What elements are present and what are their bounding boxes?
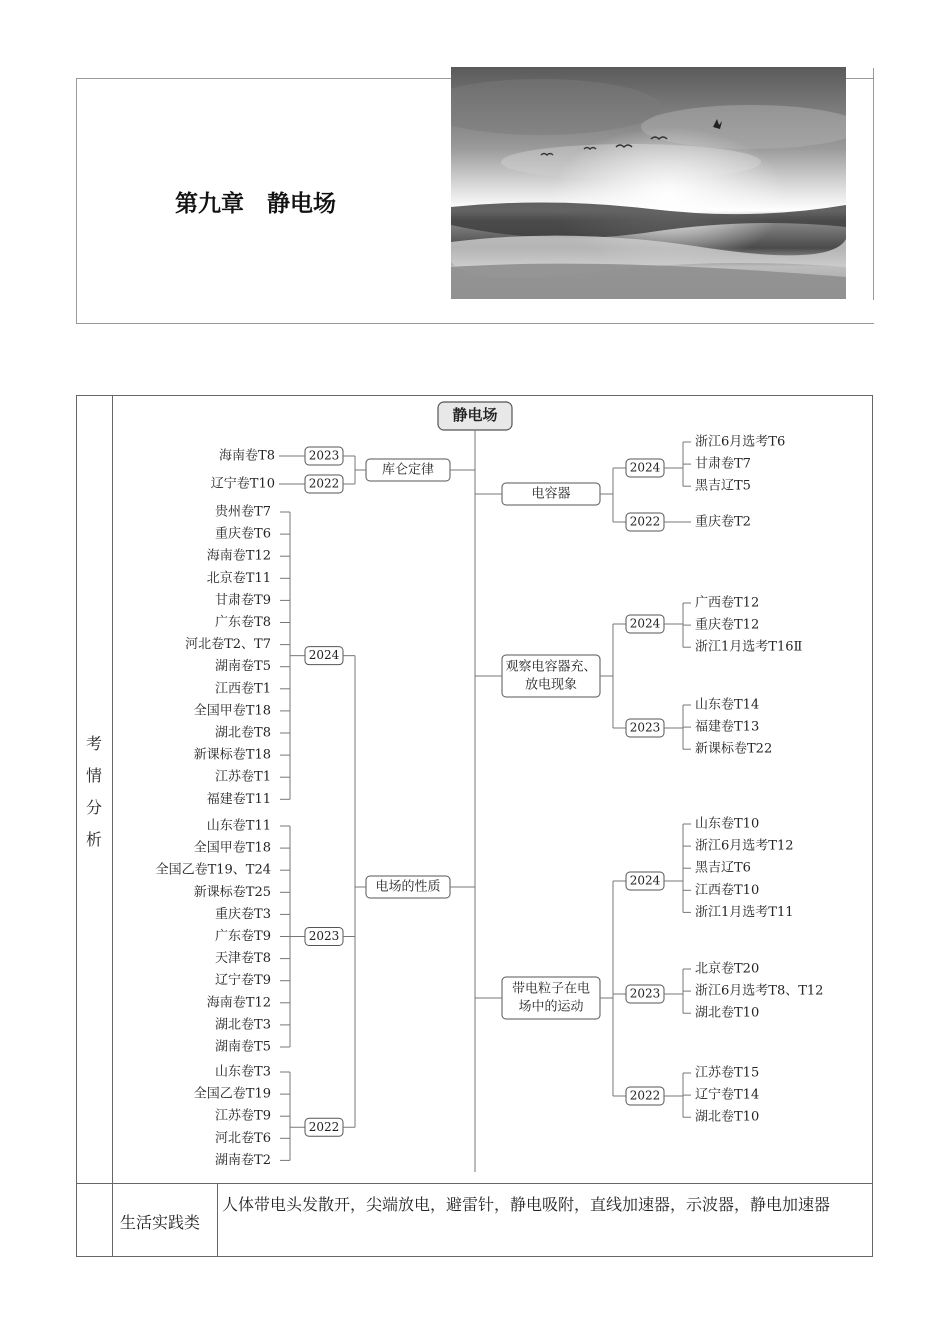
exam-item: 河北卷T2、T7 xyxy=(185,637,271,653)
exam-item: 重庆卷T12 xyxy=(695,617,760,633)
exam-item: 山东卷T14 xyxy=(695,697,760,713)
year-node-label: 2024 xyxy=(629,460,661,475)
exam-item: 湖北卷T10 xyxy=(695,1109,760,1125)
exam-item: 山东卷T3 xyxy=(215,1064,271,1080)
exam-item: 海南卷T12 xyxy=(206,995,271,1011)
exam-item: 海南卷T12 xyxy=(206,548,271,564)
exam-item: 浙江1月选考T16Ⅱ xyxy=(695,639,803,655)
exam-item: 山东卷T11 xyxy=(206,818,271,834)
exam-item: 福建卷T13 xyxy=(695,719,760,735)
year-node-label: 2023 xyxy=(308,448,340,463)
topic-field-properties-label: 电场的性质 xyxy=(375,879,441,895)
year-node-label: 2023 xyxy=(629,986,661,1001)
exam-item: 辽宁卷T14 xyxy=(695,1087,760,1103)
chapter-title: 第九章 静电场 xyxy=(175,191,336,217)
exam-item: 福建卷T11 xyxy=(206,791,271,807)
exam-item: 湖北卷T3 xyxy=(215,1017,271,1033)
topic-coulomb-law-label: 库仑定律 xyxy=(381,462,435,478)
exam-item: 甘肃卷T7 xyxy=(695,456,751,472)
exam-item: 江苏卷T15 xyxy=(695,1065,760,1081)
exam-item: 新课标卷T22 xyxy=(695,741,773,757)
exam-item: 全国乙卷T19 xyxy=(193,1086,271,1102)
exam-item: 江西卷T10 xyxy=(695,882,760,898)
year-node-label: 2022 xyxy=(308,1119,340,1134)
exam-item: 江苏卷T1 xyxy=(215,769,271,785)
year-node-label: 2024 xyxy=(308,648,340,663)
exam-item: 辽宁卷T9 xyxy=(215,973,271,989)
exam-item: 新课标卷T25 xyxy=(193,884,271,900)
exam-item: 甘肃卷T9 xyxy=(215,592,271,608)
exam-item: 辽宁卷T10 xyxy=(210,476,275,492)
year-node-label: 2022 xyxy=(629,1088,661,1103)
year-node-label: 2022 xyxy=(629,514,661,529)
exam-item: 浙江6月选考T6 xyxy=(695,434,786,450)
exam-item: 北京卷T20 xyxy=(695,961,760,977)
exam-item: 全国甲卷T18 xyxy=(193,840,271,856)
exam-item: 湖北卷T10 xyxy=(695,1005,760,1021)
exam-item: 全国乙卷T19、T24 xyxy=(155,862,271,878)
exam-item: 贵州卷T7 xyxy=(215,504,271,520)
exam-item: 广东卷T8 xyxy=(215,615,271,630)
exam-item: 海南卷T8 xyxy=(219,448,275,464)
exam-item: 广西卷T12 xyxy=(695,595,760,611)
exam-item: 黑吉辽T5 xyxy=(695,478,751,494)
exam-item: 新课标卷T18 xyxy=(193,747,271,763)
exam-item: 重庆卷T3 xyxy=(215,906,271,922)
exam-item: 河北卷T6 xyxy=(215,1130,271,1146)
exam-item: 湖南卷T5 xyxy=(215,659,271,675)
topic-capacitor-label: 电容器 xyxy=(531,486,571,502)
exam-item: 浙江6月选考T12 xyxy=(695,838,794,854)
exam-item: 江西卷T1 xyxy=(215,681,271,697)
root-node-label: 静电场 xyxy=(452,406,498,424)
exam-item: 重庆卷T6 xyxy=(215,526,271,542)
year-node-label: 2024 xyxy=(629,873,661,888)
life-category-label: 生活实践类 xyxy=(120,1213,201,1232)
exam-item: 黑吉辽T6 xyxy=(695,860,751,876)
exam-item: 北京卷T11 xyxy=(206,570,271,586)
exam-item: 广东卷T9 xyxy=(215,929,271,944)
topic-particle-motion-label: 场中的运动 xyxy=(518,999,584,1015)
year-node-label: 2023 xyxy=(629,720,661,735)
year-node-label: 2024 xyxy=(629,616,661,631)
year-node-label: 2022 xyxy=(308,476,340,491)
exam-item: 湖北卷T8 xyxy=(215,725,271,741)
topic-capacitor-charging-label: 放电现象 xyxy=(524,677,578,693)
exam-item: 湖南卷T2 xyxy=(215,1152,271,1168)
exam-item: 浙江1月选考T11 xyxy=(695,904,794,920)
exam-item: 天津卷T8 xyxy=(215,951,271,967)
side-label: 考情分析 xyxy=(85,734,102,849)
exam-item: 山东卷T10 xyxy=(695,816,760,832)
exam-item: 江苏卷T9 xyxy=(215,1108,271,1124)
topic-particle-motion-label: 带电粒子在电 xyxy=(511,981,591,997)
exam-item: 湖南卷T5 xyxy=(215,1039,271,1055)
topic-capacitor-charging-label: 观察电容器充、 xyxy=(505,659,597,675)
exam-item: 全国甲卷T18 xyxy=(193,703,271,719)
exam-item: 浙江6月选考T8、T12 xyxy=(695,983,824,999)
life-examples-text: 人体带电头发散开，尖端放电，避雷针，静电吸附，直线加速器，示波器，静电加速器 xyxy=(222,1195,831,1214)
year-node-label: 2023 xyxy=(308,929,340,943)
exam-item: 重庆卷T2 xyxy=(695,514,751,530)
